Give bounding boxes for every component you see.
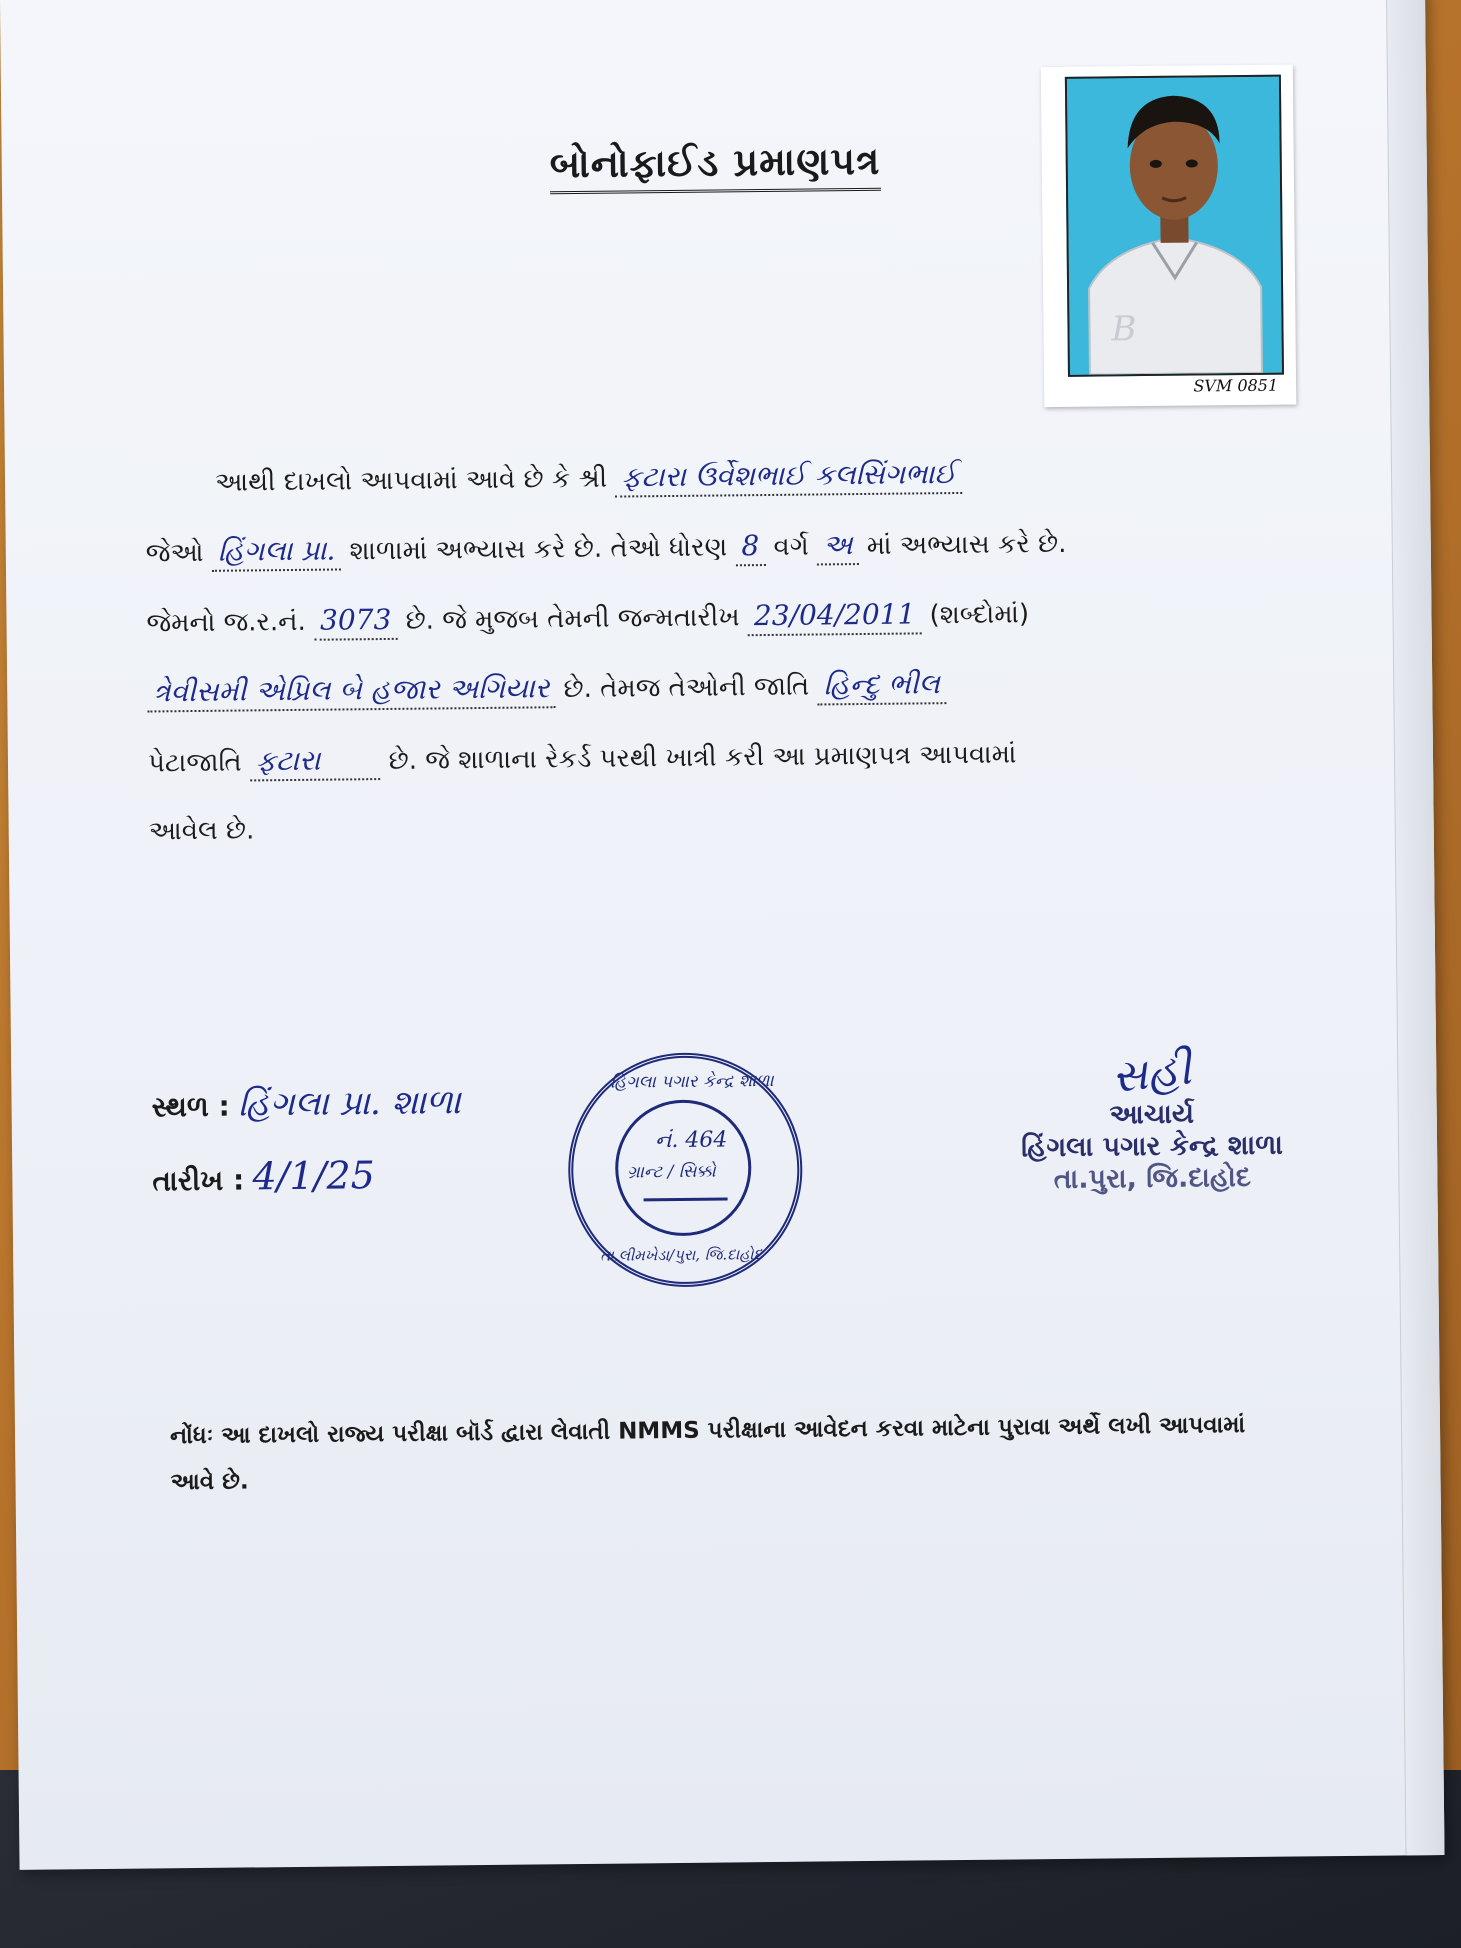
line-3 xyxy=(146,596,1326,639)
line-2 xyxy=(145,526,1326,569)
student-photo-frame xyxy=(1041,64,1297,407)
seal-bottom-text: તા.લીમખેડા/પુરા, જિ.દાહોદ xyxy=(600,1245,763,1265)
line-1-prefix: આથી દાખલો આપવામાં આવે છે કે શ્રી xyxy=(214,463,608,498)
seal-middle-text: ગ્રાન્ટ / સિક્કો xyxy=(627,1161,716,1183)
gr-number-field xyxy=(314,602,398,641)
class-field xyxy=(817,528,859,565)
line-2-prefix: જેઓ xyxy=(145,537,204,569)
class-value: અ xyxy=(822,528,853,562)
class-label: વર્ગ xyxy=(773,531,809,562)
student-portrait-image xyxy=(1067,77,1282,375)
line-3-prefix: જેમનો જ.ર.નં. xyxy=(146,606,306,639)
school-name-value: હિંગલા પ્રા. xyxy=(217,533,336,568)
line-2-suffix: માં અભ્યાસ કરે છે. xyxy=(866,528,1067,561)
photo-id-label: SVM 0851 xyxy=(1193,375,1279,396)
subcaste-value: ફટારા xyxy=(255,743,321,778)
seal-number: નં. 464 xyxy=(654,1127,728,1154)
line-5 xyxy=(147,736,1328,779)
school-seal xyxy=(567,1052,803,1288)
line-2-mid: શાળામાં અભ્યાસ કરે છે. તેઓ ધોરણ xyxy=(349,532,728,567)
signature-role: આચાર્ય xyxy=(1109,1098,1195,1131)
student-name-value: ફટારા ઉર્વેશભાઈ કલસિંગભાઈ xyxy=(621,457,957,494)
signature-school: હિંગલા પગાર કેન્દ્ર શાળા xyxy=(1021,1129,1284,1164)
place-value: હિંગલા પ્રા. શાળા xyxy=(237,1082,462,1125)
date-value: 4/1/25 xyxy=(252,1153,376,1199)
place-label: સ્થળ : xyxy=(151,1089,230,1124)
student-name-field xyxy=(615,457,962,498)
school-name-field xyxy=(212,533,342,571)
footnote: નોંધઃ આ દાખલો રાજ્ય પરીક્ષા બૉર્ડ દ્વારા લેવાતી NMMS પરીક્ષાના આવેદન કરવા માટેના પુરાવા અર્થે લખી આપવામાં આવે છે. xyxy=(169,1412,1246,1496)
certificate-title: બોનોફાઈડ પ્રમાણપત્ર xyxy=(550,139,881,194)
birth-date-words-value: ત્રેવીસમી એપ્રિલ બે હજાર અગિયાર xyxy=(153,671,550,709)
svg-text:B: B xyxy=(1111,309,1137,350)
standard-field xyxy=(735,529,765,566)
caste-field xyxy=(817,667,946,705)
principal-signature-block xyxy=(986,1043,1318,1196)
paper-edge xyxy=(1386,0,1445,1855)
line-3-suffix: (શબ્દોમાં) xyxy=(929,599,1030,631)
caste-value: હિન્દુ ભીલ xyxy=(823,667,941,702)
date-label: તારીખ : xyxy=(152,1163,245,1198)
line-4 xyxy=(147,666,1327,709)
signature-scribble: સહી xyxy=(1108,1043,1194,1104)
subcaste-field xyxy=(250,743,381,781)
birth-date-words-field xyxy=(147,671,555,712)
standard-value: 8 xyxy=(741,529,760,563)
birth-date-value: 23/04/2011 xyxy=(753,597,916,633)
birth-date-field xyxy=(748,597,922,636)
line-5-suffix: છે. જે શાળાના રેકર્ડ પરથી ખાત્રી કરી આ પ્રમાણપત્ર આપવામાં xyxy=(388,739,1017,776)
line-5-prefix: પેટાજાતિ xyxy=(147,747,242,779)
line-1 xyxy=(214,455,1395,498)
line-6: આવેલ છે. xyxy=(148,815,255,847)
student-photo xyxy=(1065,75,1284,377)
seal-top-text: હિંગલા પગાર કેન્દ્ર શાળા xyxy=(610,1070,774,1093)
line-4-mid: છે. તેમજ તેઓની જાતિ xyxy=(563,671,810,705)
signature-location: તા.પુરા, જિ.દાહોદ xyxy=(1053,1161,1252,1196)
gr-number-value: 3073 xyxy=(319,602,392,637)
line-3-mid: છે. જે મુજબ તેમની જન્મતારીખ xyxy=(405,602,740,636)
